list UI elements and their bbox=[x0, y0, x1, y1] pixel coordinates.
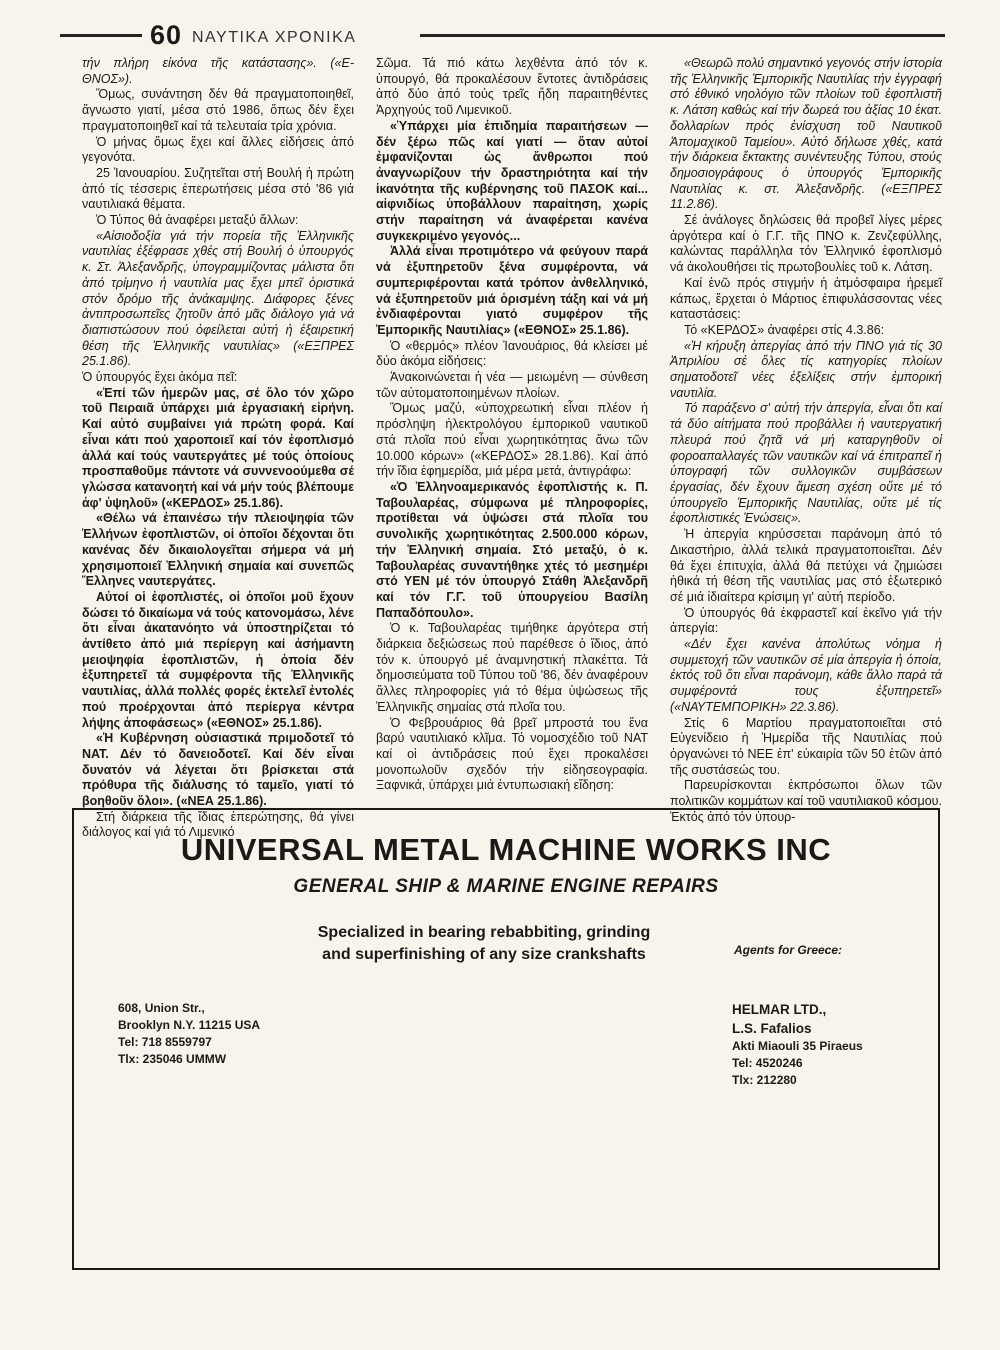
article-paragraph: «Ἡ Κυβέρνηση οὐσιαστικά πριμοδοτεῖ τό ΝΑΤ. Δέν τό δανειοδοτεῖ. Καί δέν εἶναι δυνατόν νά λέγεται ὅτι βρίσκεται στά πρόθυρα τῆς διάλυσης τό ταμεῖο, γιατί τό βοηθοῦν ὅλοι». («ΝΕΑ 25.1.86). bbox=[82, 731, 354, 809]
article-paragraph: «Ὁ Ἑλληνοαμερικανός ἐφοπλιστής κ. Π. Ταβουλαρέας, σύμφωνα μέ πληροφορίες, προτίθεται νά ὑψώσει στά πλοῖα του συνολικῆς χωρητικότητας 2.500.000 κόρων, τήν Ἑλληνική σημαία. Στό μεταξύ, ὁ κ. Ταβουλαρέας συναντήθηκε χτές τό μεσημέρι στό ΥΕΝ μέ τόν ὑπουργό Στάθη Ἀλεξανδρῆ καί τόν Γ.Γ. τοῦ ὑπουργείου Βασίλη Παπαδόπουλο». bbox=[376, 479, 648, 620]
article-paragraph: Ὁ κ. Ταβουλαρέας τιμήθηκε ἀργότερα στή διάρκεια δεξιώσεως πού παρέθεσε ὁ ἴδιος, ἀπό τόν κ. ὑπουργό μέ ἀναμνηστική πλακέττα. Τά δημοσιεύματα τοῦ Τύπου τοῦ '86, δέν ἀναφέρουν ἄλλες πληροφορίες γιά τό θέμα ὑψώσεως τῆς Ἑλληνικῆς σημαίας στά πλοῖα του. bbox=[376, 621, 648, 714]
article-paragraph: Ὁ Τύπος θά ἀναφέρει μεταξύ ἄλλων: bbox=[96, 213, 299, 228]
article-paragraph: Σέ ἀνάλογες δηλώσεις θά προβεῖ λίγες μέρες ἀργότερα καί ὁ Γ.Γ. τῆς ΠΝΟ κ. Ζενζεφύλλης, καλώντας παράλληλα τόν Ἑλληνικό ἐφοπλισμό νά ἀκολουθήσει τίς πρωτοβουλίες τοῦ κ. Λάτση. bbox=[670, 213, 942, 275]
article-paragraph: 25 Ἰανουαρίου. Συζητεῖται στή Βουλή ἡ πρώτη ἀπό τίς τέσσερις ἐπερωτήσεις μέσα στό '86 γιά ναυτιλιακά θέματα. bbox=[82, 165, 354, 212]
article-paragraph: «Ἐπί τῶν ἡμερῶν μας, σέ ὅλο τόν χῶρο τοῦ Πειραιᾶ ὑπάρχει μιά ἐργασιακή εἰρήνη. Καί αὐτό συμβαίνει γιά πρώτη φορά. Καί εἶναι κάτι πού χαροποιεῖ καί τόν ἐφοπλισμό ἀλλά καί τούς ναυτεργάτες μέ τούς ὁποίους προσπαθοῦμε πάντοτε νά συννενοούμεθα σέ γλώσσα κατανοητή καί νά μήν τούς βλέπουμε ἀφ' ὑψηλοῦ» («ΚΕΡΔΟΣ» 25.1.86). bbox=[82, 385, 354, 510]
article-paragraph: «Αἰσιοδοξία γιά τήν πορεία τῆς Ἑλληνικῆς ναυτιλίας ἐξέφρασε χθές στή Βουλή ὁ ὑπουργός κ. Στ. Ἀλεξανδρῆς, ὑπογραμμίζοντας μάλιστα ὅτι ἀπό τρίμηνο ἡ ναυτιλία μας ἔχει μπεῖ ὁριστικά στόν δρόμο τῆς ἀνάκαμψης. Διάφορες ξένες ἀντιπροσωπεῖες ζητοῦν ἀπό μᾶς διάλογο γιά νά διαπιστώσουν πού ὀφείλεται αὐτή ἡ ἐξαιρετική θέση τῆς Ἑλληνικῆς ναυτιλίας» («ΕΞΠΡΕΣ 25.1.86). bbox=[82, 228, 354, 369]
ad-agent-contact: L.S. Fafalios bbox=[732, 1021, 812, 1036]
article-paragraph: Τό «ΚΕΡΔΟΣ» ἀναφέρει στίς 4.3.86: bbox=[684, 322, 885, 337]
article-paragraph: τήν πλήρη εἰκόνα τῆς κατάστασης». («Ε-ΘΝΟΣ»). bbox=[82, 56, 354, 86]
article-paragraph: Αὐτοί οἱ ἐφοπλιστές, οἱ ὁποῖοι μοῦ ἔχουν δώσει τό δικαίωμα νά τούς κατονομάσω, λένε ὅτι εἶναι ἀκατανόητο νά ὑποστηρίζεται τό ἀντίθετο ἀπό μιά περίεργη καί ἀσήμαντη μειοψηφία ἐφοπλιστῶν, ἡ ὁποία δέν ἐξυπηρετεῖ τά συμφέροντα τῆς Ἑλληνικῆς ναυτιλίας, ἀλλά πολλές φορές ἐκτελεῖ ἐντολές πού προέρχονται ἀπό περίεργα κέντρα λήψης ἀποφάσεως» («ΕΘΝΟΣ» 25.1.86). bbox=[82, 589, 354, 730]
ad-spec-line: and superfinishing of any size crankshafts bbox=[322, 946, 646, 963]
article-paragraph: Καί ἐνῶ πρός στιγμήν ἡ ἀτμόσφαιρα ἠρεμεῖ κάπως, ἔρχεται ὁ Μάρτιος ἐπιφυλάσσοντας νέες καταστάσεις: bbox=[670, 275, 942, 322]
ad-company-name: UNIVERSAL METAL MACHINE WORKS INC bbox=[180, 832, 832, 867]
ad-greece-agent bbox=[732, 1000, 863, 1089]
ad-agent-address: Akti Miaouli 35 Piraeus bbox=[732, 1039, 863, 1053]
article-paragraph: «Θέλω νά ἐπαινέσω τήν πλειοψηφία τῶν Ἑλλήνων ἐφοπλιστῶν, οἱ ὁποῖοι δέχονται ὅτι κανένας δέν δικαιολογεῖται σήμερα νά μή χρησιμοποιεῖ Ἑλληνική σημαία καί συνεπῶς Ἕλληνες ναυτεργάτες. bbox=[82, 511, 354, 589]
header-rule-left bbox=[60, 34, 142, 37]
article-column-2 bbox=[376, 56, 648, 794]
ad-specialization bbox=[244, 922, 724, 966]
article-paragraph: «Θεωρῶ πολύ σημαντικό γεγονός στήν ἱστορία τῆς Ἑλληνικῆς Ἐμπορικῆς Ναυτιλίας τήν ἐγγραφή στό ἐθνικό νηολόγιο τῶν πλοίων τοῦ ἐφοπλιστῆ κ. Λάτση καθώς καί τήν δωρεά του ἀξίας 10 ἑκατ. δολλαρίων πρός ἐνίσχυση τοῦ Ναυτικοῦ Ἀπομαχικοῦ Ταμείου». Αὐτό δήλωσε χθές, κατά τήν διάρκεια ἔκτακτης συνέντευξης Τύπου, στούς δημοσιογράφους ὁ ὑπουργός Ἐμπορικῆς Ναυτιλίας κ. στ. Ἀλεξανδρῆς. («ΕΞΠΡΕΣ 11.2.86). bbox=[670, 56, 942, 212]
article-paragraph: Ὅμως, συνάντηση δέν θά πραγματοποιηθεῖ, ἄγνωστο γιατί, μέσα στό 1986, ὅπως δέν ἔχει πραγματοποιηθεῖ καί τά τελευταία τρία χρόνια. bbox=[82, 87, 354, 133]
ad-agent-name: HELMAR LTD., bbox=[732, 1002, 827, 1017]
ad-address-line: 608, Union Str., bbox=[118, 1001, 205, 1015]
header-rule-right bbox=[420, 34, 945, 37]
page-header bbox=[60, 22, 945, 52]
ad-spec-line: Specialized in bearing rebabbiting, grinding bbox=[317, 924, 651, 941]
article-paragraph: Ὅμως μαζύ, «ὑποχρεωτική εἶναι πλέον ἡ πρόσληψη ἠλεκτρολόγου ἐμπορικοῦ ναυτικοῦ στά πλοῖα πού εἶναι χωρητικότητας ἄνω τῶν 10.000 κόρων» («ΚΕΡΔΟΣ» 28.1.86). Καί ἀπό τήν ἴδια ἐφημερίδα, μιά μέρα μετά, ἀντιγράφω: bbox=[376, 401, 648, 479]
ad-agent-phone: Tel: 4520246 bbox=[732, 1056, 803, 1070]
article-paragraph: «Ὑπάρχει μία ἐπιδημία παραιτήσεων — δέν ξέρω πῶς καί γιατί — ὅταν αὐτοί ἐμφανίζονται ὡς ἄνθρωποι πού ἀναγνωρίζουν τήν δραστηριότητα καί τήν ἱκανότητα τῆς κυβέρνησης τοῦ ΠΑΣΟΚ καί... αἰφνιδίως ὑποβάλλουν παραίτηση, χωρίς στήν παραίτηση νά ἀναφέρεται κανένα συγκεκριμένο γεγονός... bbox=[376, 118, 648, 243]
article-paragraph: Ἀλλά εἶναι προτιμότερο νά φεύγουν παρά νά ἐξυπηρετοῦν ξένα συμφέροντα, νά συμπεριφέρονται κατά τρόπον ἀνθελληνικό, νά ἐξυπηρετοῦν μιά ὁρισμένη τάξη καί νά μή ἐνδιαφέρονται γιατό συμφέρον τῆς Ἐμπορικῆς Ναυτιλίας» («ΕΘΝΟΣ» 25.1.86). bbox=[376, 244, 648, 337]
ad-agents-label: Agents for Greece: bbox=[734, 943, 843, 957]
ad-tagline: GENERAL SHIP & MARINE ENGINE REPAIRS bbox=[293, 876, 719, 897]
article-paragraph: Στίς 6 Μαρτίου πραγματοποιεῖται στό Εὐγενίδειο ἡ Ἡμερίδα τῆς Ναυτιλίας πού ὀργανώνει τό ΝΕΕ ἐπ' εὐκαιρία τῶν 50 ἐτῶν ἀπό τῆς συστάσεώς του. bbox=[670, 715, 942, 777]
ad-us-address bbox=[118, 1000, 260, 1068]
magazine-title: ΝΑΥΤΙΚΑ ΧΡΟΝΙΚΑ bbox=[192, 29, 357, 46]
article-paragraph: Στή διάρκεια τῆς ἴδιας ἐπερώτησης, θά γίνει διάλογος καί γιά τό Λιμενικό bbox=[82, 809, 354, 840]
advertisement bbox=[72, 808, 940, 1270]
article-paragraph: Ὁ «θερμός» πλέον Ἰανουάριος, θά κλείσει μέ δύο ἀκόμα εἰδήσεις: bbox=[376, 338, 648, 369]
page-number: 60 bbox=[150, 20, 183, 50]
article-paragraph: Παρευρίσκονται ἐκπρόσωποι ὅλων τῶν πολιτικῶν κομμάτων καί τοῦ ναυτιλιακοῦ κόσμου. Ἐκτός ἀπό τόν ὑπουρ- bbox=[670, 778, 942, 824]
article-paragraph: Ὁ ὑπουργός ἔχει ἀκόμα πεῖ: bbox=[82, 370, 238, 385]
ad-phone: Tel: 718 8559797 bbox=[118, 1035, 212, 1049]
article-paragraph: Ὁ Φεβρουάριος θά βρεῖ μπροστά του ἕνα βαρύ ναυτιλιακό κλῖμα. Τό νομοσχέδιο τοῦ ΝΑΤ καί οἱ ἀντιδράσεις πού ἔχει προκαλέσει μονοπωλοῦν σχεδόν τήν εἰδησεογραφία. Ξαφνικά, ὑπάρχει μιά ἐντυπωσιακή εἴδηση: bbox=[376, 715, 648, 793]
article-body bbox=[82, 56, 942, 840]
article-paragraph: Ὁ ὑπουργός θά ἐκφραστεῖ καί ἐκεῖνο γιά τήν ἀπεργία: bbox=[670, 605, 942, 636]
article-paragraph: Ὁ μήνας ὅμως ἔχει καί ἄλλες εἰδήσεις ἀπό γεγονότα. bbox=[82, 134, 354, 165]
ad-telex: Tlx: 235046 UMMW bbox=[118, 1052, 227, 1066]
article-paragraph: Ἡ ἀπεργία κηρύσσεται παράνομη ἀπό τό Δικαστήριο, ἀλλά τελικά πραγματοποιεῖται. Δέν θά ἔχει ἐπιτυχία, ἀλλά θά πετύχει νά ζημιώσει ἠθικά τή θέση τῆς ναυτιλίας μας στό ἐξωτερικό σέ μιά ἰδιαίτερα κρίσιμη γι' αὐτή περίοδο. bbox=[670, 527, 942, 604]
ad-agent-telex: Tlx: 212280 bbox=[732, 1073, 797, 1087]
article-column-3 bbox=[670, 56, 942, 824]
article-paragraph: «Ἡ κήρυξη ἀπεργίας ἀπό τήν ΠΝΟ γιά τίς 30 Ἀπριλίου σέ ὅλες τίς κατηγορίες πλοίων σηματοδοτεῖ νέες ἐξελίξεις στήν ἐμπορική ναυτιλία. bbox=[670, 338, 942, 400]
article-paragraph: Τό παράξενο σ' αὐτή τήν ἀπεργία, εἶναι ὅτι καί τά δύο αἰτήματα πού προβάλλει ἡ ναυτεργατική πλευρά πού ζητᾶ νά μή καταργηθοῦν οἱ φοροαπαλλαγές τῶν ναυτικῶν καί νά ἐπιτραπεῖ ἡ ὑπογραφή τῶν συλλογικῶν συμβάσεων ἐργασίας, δέν ἔχουν ἄμεση σχέση οὔτε μέ τό ὑπουργεῖο Ἐμπορικῆς Ναυτιλίας, οὔτε μέ τίς ἐφοπλιστικές Ἑνώσεις». bbox=[670, 401, 942, 526]
article-paragraph: Σῶμα. Τά πιό κάτω λεχθέντα ἀπό τόν κ. ὑπουργό, θά προκαλέσουν ἔντοτες ἀντιδράσεις ἀπό δύο ἀπό τούς τρεῖς ἤδη παραιτηθέντες Ἀρχηγούς τοῦ Λιμενικοῦ. bbox=[376, 56, 648, 118]
article-paragraph: Ἀνακοινώνεται ἡ νέα — μειωμένη — σύνθεση τῶν αὐτοματοποιημένων πλοίων. bbox=[376, 370, 648, 400]
article-paragraph: «Δέν ἔχει κανένα ἀπολύτως νόημα ἡ συμμετοχή τῶν ναυτικῶν σέ μία ἀπεργία ἡ ὁποία, ἐκτός τοῦ ὅτι εἶναι παράνομη, κάθε ἄλλο παρά τά συμφέροντά τους ἐξυπηρετεῖ» («ΝΑΥΤΕΜΠΟΡΙΚΗ» 22.3.86). bbox=[670, 637, 942, 714]
article-column-1 bbox=[82, 56, 354, 840]
ad-address-line: Brooklyn N.Y. 11215 USA bbox=[118, 1018, 261, 1032]
